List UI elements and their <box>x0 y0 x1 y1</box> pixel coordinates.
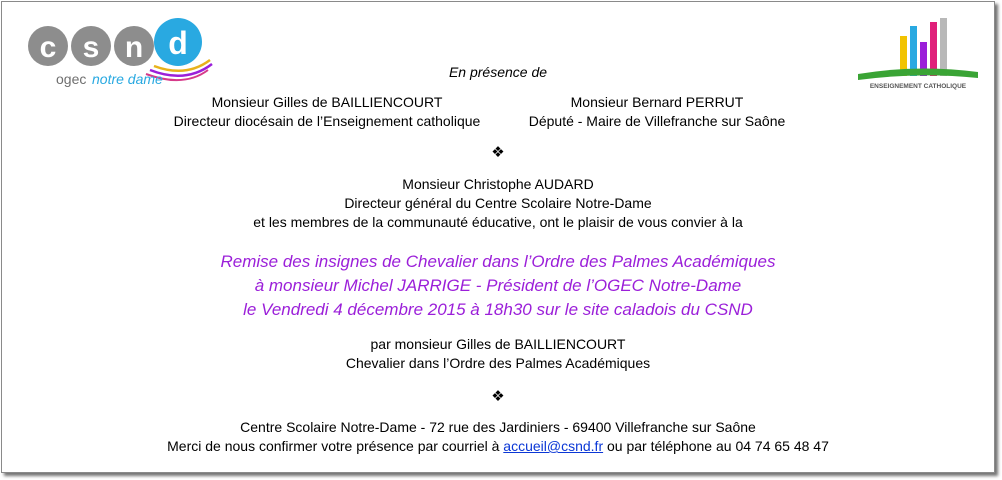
presenter-line-1: par monsieur Gilles de BAILLIENCOURT <box>370 336 626 352</box>
host-name: Monsieur Christophe AUDARD <box>402 176 594 192</box>
host-block <box>2 175 994 232</box>
footer-address: Centre Scolaire Notre-Dame - 72 rue des Jardiniers - 69400 Villefranche sur Saône <box>240 419 756 435</box>
guest-right-name: Monsieur Bernard PERRUT <box>570 94 744 110</box>
event-line-3: le Vendredi 4 décembre 2015 à 18h30 sur le site caladois du CSND <box>243 300 753 319</box>
svg-text:n: n <box>124 31 144 64</box>
email-link[interactable]: accueil@csnd.fr <box>503 438 604 454</box>
svg-text:s: s <box>82 31 100 64</box>
event-line-2: à monsieur Michel JARRIGE - Président de l’OGEC Notre-Dame <box>254 276 742 295</box>
enseignement-catholique-logo <box>854 14 982 94</box>
separator-2: ❖ <box>491 387 505 405</box>
presenter-block <box>2 335 994 373</box>
svg-text:c: c <box>39 31 57 64</box>
guest-right-title: Député - Maire de Villefranche sur Saône <box>528 113 786 129</box>
invitation-card <box>1 1 995 473</box>
separator-1: ❖ <box>491 143 505 161</box>
footer-block <box>2 418 994 456</box>
footer-rsvp <box>2 437 994 456</box>
csnd-subtitle-ogec: ogec <box>56 71 87 87</box>
rsvp-text-after: ou par téléphone au 04 74 65 48 47 <box>603 438 829 454</box>
presence-heading: En présence de <box>448 64 548 80</box>
rsvp-text-before: Merci de nous confirmer votre présence par courriel à <box>167 438 504 454</box>
guest-left-name: Monsieur Gilles de BAILLIENCOURT <box>211 94 443 110</box>
enseignement-catholique-caption: ENSEIGNEMENT CATHOLIQUE <box>869 83 967 90</box>
host-title: Directeur général du Centre Scolaire Notre-Dame <box>344 195 652 211</box>
host-invite: et les membres de la communauté éducative, ont le plaisir de vous convier à la <box>253 214 743 230</box>
event-block <box>2 250 994 322</box>
presenter-line-2: Chevalier dans l’Ordre des Palmes Académiques <box>345 355 651 371</box>
guest-left-title: Directeur diocésain de l’Enseignement catholique <box>173 113 481 129</box>
guest-left <box>162 93 492 131</box>
event-line-1: Remise des insignes de Chevalier dans l’Ordre des Palmes Académiques <box>220 252 776 271</box>
guest-right <box>492 93 822 131</box>
svg-text:d: d <box>168 25 188 61</box>
csnd-subtitle-notre-dame: notre dame <box>92 71 163 87</box>
